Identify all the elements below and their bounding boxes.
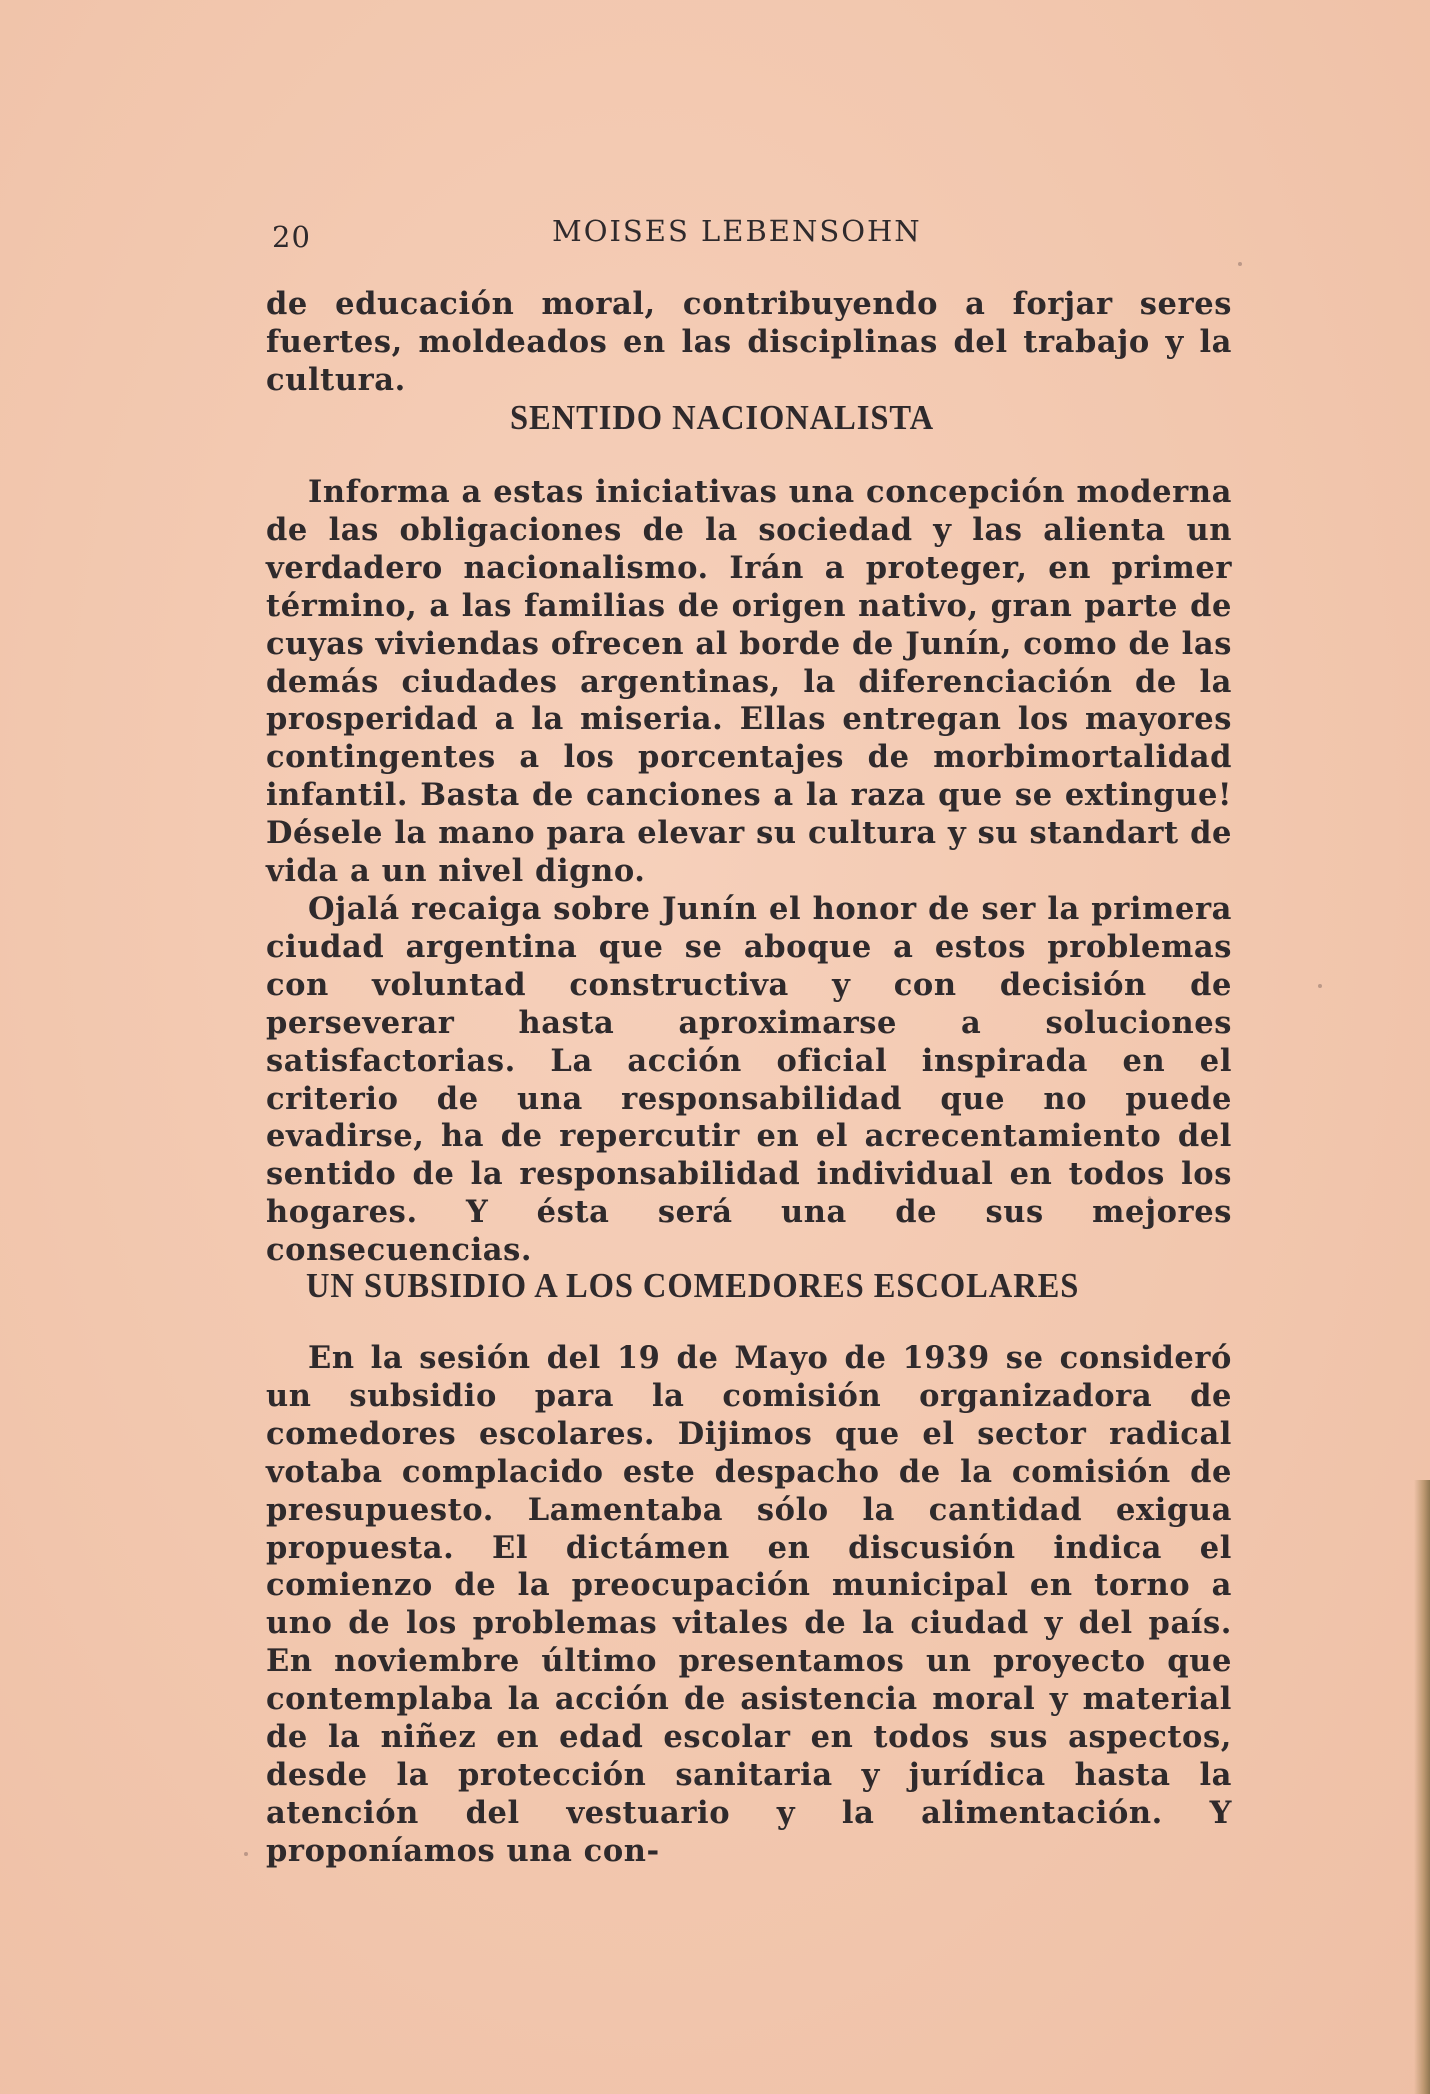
paper-speck: [244, 1852, 248, 1856]
running-title: MOISES LEBENSOHN: [552, 214, 922, 248]
opening-paragraph: de educación moral, contribuyendo a forjar seres fuertes, moldeados en las disciplinas del trabajo y la cultura.: [266, 286, 1232, 398]
body-paragraph: Ojalá recaiga sobre Junín el honor de ser la primera ciudad argentina que se aboque a estos problemas con voluntad constructiva y con decisión de perseverar hasta aproximarse a soluciones satisfactorias. La acción oficial inspirada en el criterio de una responsabilidad que no puede evadirse, ha de repercutir en el acrecentamiento del sentido de la responsabilidad individual en todos los hogares. Y ésta será una de sus mejores consecuencias.: [266, 890, 1232, 1269]
nacionalista-body: [266, 474, 1232, 1270]
page-number: 20: [272, 220, 311, 254]
paper-speck: [1318, 984, 1322, 988]
body-paragraph: Informa a estas iniciativas una concepción moderna de las obligaciones de la sociedad y las alienta un verdadero nacionalismo. Irán a proteger, en primer término, a las familias de origen nativo, gran parte de cuyas viviendas ofrecen al borde de Junín, como de las demás ciudades argentinas, la diferenciación de la prosperidad a la miseria. Ellas entregan los mayores contingentes a los porcentajes de morbimortalidad infantil. Basta de canciones a la raza que se extingue! Désele la mano para elevar su cultura y su standart de vida a un nivel digno.: [266, 474, 1232, 890]
body-paragraph: En la sesión del 19 de Mayo de 1939 se consideró un subsidio para la comisión organizadora de comedores escolares. Dijimos que el sector radical votaba complacido este despacho de la comisión de presupuesto. Lamentaba sólo la cantidad exigua propuesta. El dictámen en discusión indica el comienzo de la preocupación municipal en torno a uno de los problemas vitales de la ciudad y del país. En noviembre último presentamos un proyecto que contemplaba la acción de asistencia moral y material de la niñez en edad escolar en todos sus aspectos, desde la protección sanitaria y jurídica hasta la atención del vestuario y la alimentación. Y proponíamos una con-: [266, 1340, 1232, 1869]
paper-speck: [1238, 262, 1242, 266]
running-head: [272, 212, 952, 252]
opening-paragraph-block: [266, 286, 1232, 400]
section-heading-comedores: UN SUBSIDIO A LOS COMEDORES ESCOLARES: [306, 1266, 1080, 1305]
section-heading-nacionalista: SENTIDO NACIONALISTA: [510, 398, 935, 437]
page-edge-shadow: [1414, 1480, 1430, 2094]
comedores-body: [266, 1340, 1232, 1871]
